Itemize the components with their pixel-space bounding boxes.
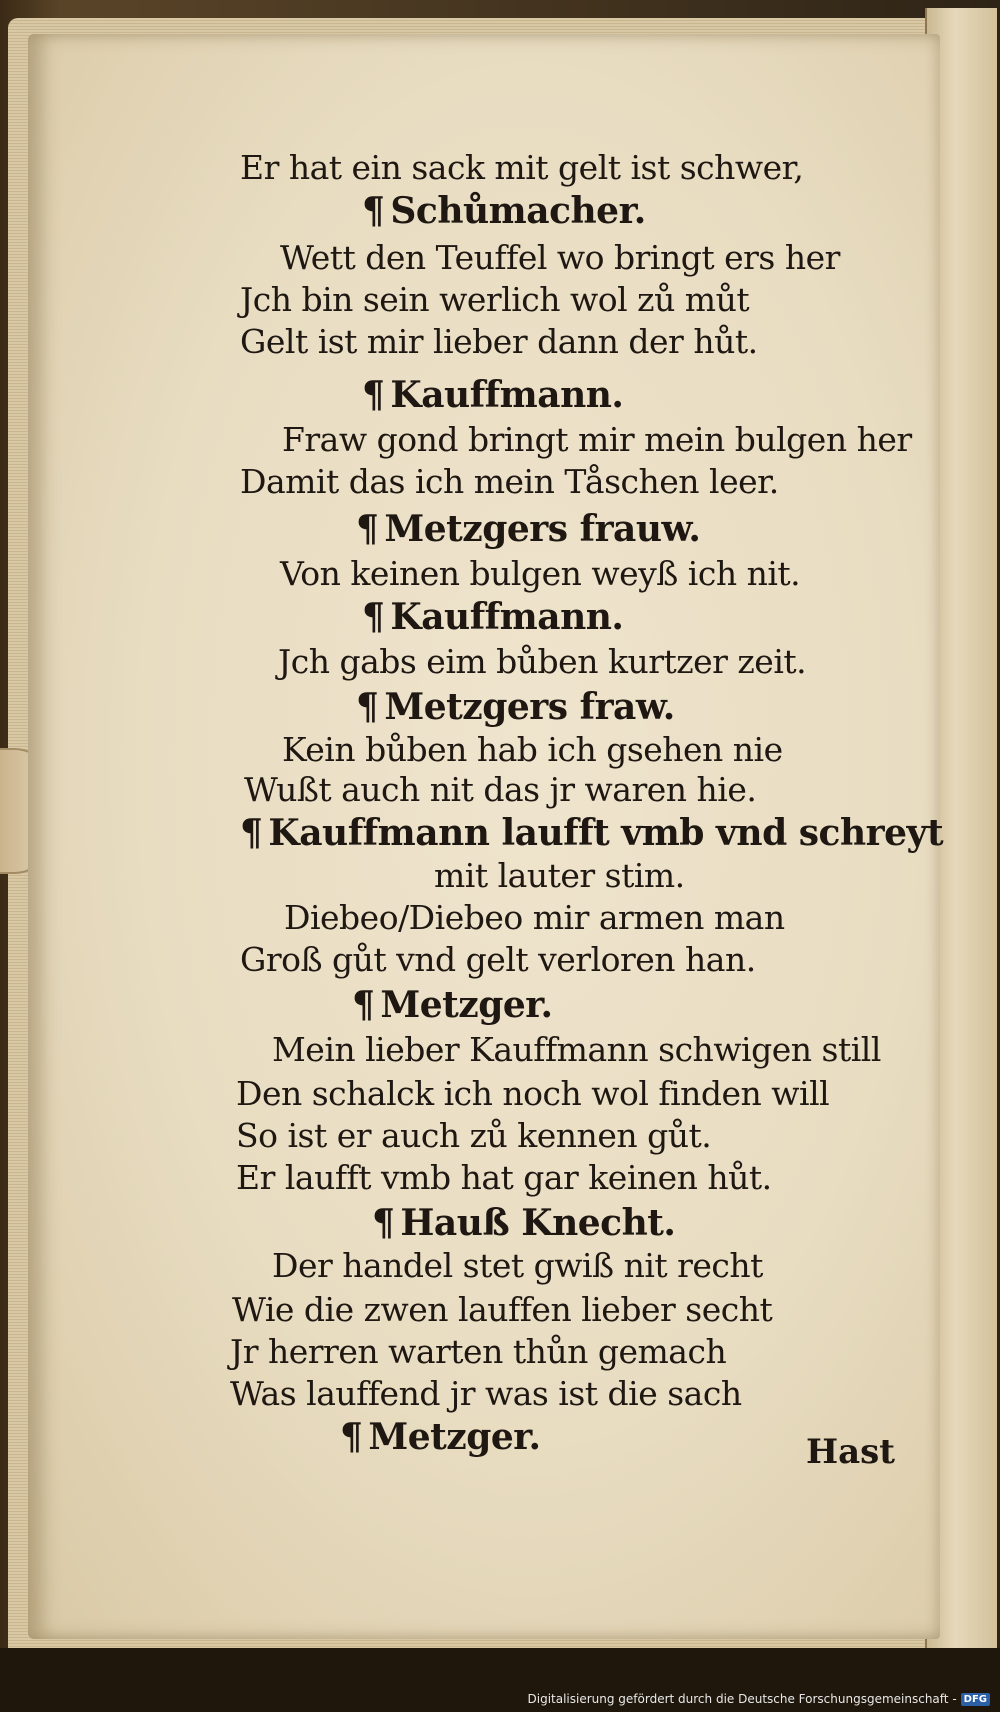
text-line: Wett den Teuffel wo bringt ers her	[280, 238, 840, 277]
speaker-heading: ¶ Metzger.	[340, 1416, 541, 1458]
text-line: Von keinen bulgen weyß ich nit.	[280, 554, 801, 593]
pilcrow-icon: ¶	[362, 190, 385, 232]
text-line: Groß gůt vnd gelt verloren han.	[240, 940, 756, 979]
credit-text: Digitalisierung gefördert durch die Deutsche Forschungsgemeinschaft -	[527, 1692, 957, 1706]
text-line: Wie die zwen lauffen lieber secht	[232, 1290, 773, 1329]
pilcrow-icon: ¶	[352, 984, 375, 1026]
speaker-heading: ¶ Schůmacher.	[362, 190, 646, 232]
text-line: So ist er auch zů kennen gůt.	[236, 1116, 712, 1155]
text-line: Wußt auch nit das jr waren hie.	[244, 770, 757, 809]
stage-direction: mit lauter stim.	[434, 856, 685, 895]
text-line: Was lauffend jr was ist die sach	[230, 1374, 742, 1413]
text-line: Jch gabs eim bůben kurtzer zeit.	[278, 642, 807, 681]
text-line: Der handel stet gwiß nit recht	[272, 1246, 763, 1285]
digitization-credit	[528, 1691, 991, 1707]
pilcrow-icon: ¶	[340, 1416, 363, 1458]
text-line: Er hat ein sack mit gelt ist schwer,	[240, 148, 804, 187]
dfg-logo: DFG	[961, 1693, 990, 1706]
pilcrow-icon: ¶	[362, 596, 385, 638]
speaker-heading: ¶ Hauß Knecht.	[372, 1202, 676, 1244]
text-line: Damit das ich mein Tåschen leer.	[240, 462, 779, 501]
text-line: Jr herren warten thůn gemach	[230, 1332, 727, 1371]
pilcrow-icon: ¶	[356, 508, 379, 550]
text-line: Diebeo/Diebeo mir armen man	[284, 898, 785, 937]
text-line: Jch bin sein werlich wol zů můt	[240, 280, 750, 319]
text-line: Fraw gond bringt mir mein bulgen her	[282, 420, 912, 459]
pilcrow-icon: ¶	[362, 374, 385, 416]
pilcrow-icon: ¶	[240, 812, 263, 854]
speaker-heading: ¶ Kauffmann.	[362, 374, 624, 416]
text-line: Mein lieber Kauffmann schwigen still	[272, 1030, 881, 1069]
speaker-heading: ¶ Kauffmann.	[362, 596, 624, 638]
speaker-heading: ¶ Kauffmann laufft vmb vnd schreyt	[240, 812, 944, 854]
catchword: Hast	[806, 1432, 896, 1472]
speaker-heading: ¶ Metzgers fraw.	[356, 686, 675, 728]
pilcrow-icon: ¶	[356, 686, 379, 728]
text-line: Kein bůben hab ich gsehen nie	[282, 730, 783, 769]
speaker-heading: ¶ Metzger.	[352, 984, 553, 1026]
text-line: Gelt ist mir lieber dann der hůt.	[240, 322, 758, 361]
text-line: Den schalck ich noch wol finden will	[236, 1074, 830, 1113]
text-line: Er laufft vmb hat gar keinen hůt.	[236, 1158, 772, 1197]
pilcrow-icon: ¶	[372, 1202, 395, 1244]
speaker-heading: ¶ Metzgers frauw.	[356, 508, 701, 550]
